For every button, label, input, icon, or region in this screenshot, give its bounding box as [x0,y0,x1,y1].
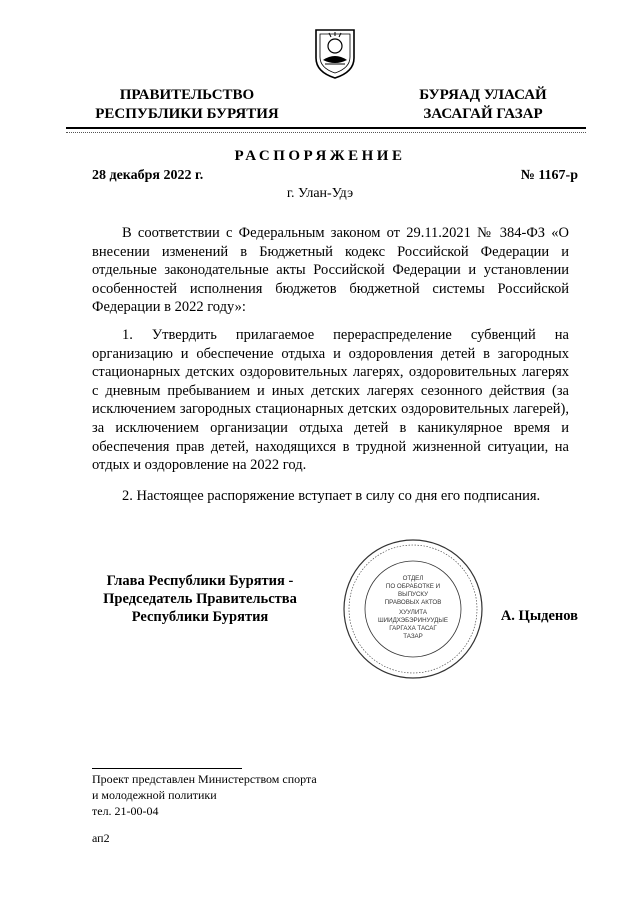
header-dotted-divider [66,132,586,133]
document-number: № 1167-р [520,168,578,183]
intro-paragraph: В соответствии с Федеральным законом от 29.11.2021 № 384-ФЗ «О внесении изменений в Бюджетный кодекс Российской Федерации и отдельные законодательные акты Российской Федерации и установлении особенностей исполнения бюджетов бюджетной системы Российской Федерации в 2022 году»: [92,225,569,316]
coat-of-arms-emblem [312,24,358,80]
svg-text:ШИИДХЭБЭРИНУУДЫЕ: ШИИДХЭБЭРИНУУДЫЕ [378,617,448,624]
document-date: 28 декабря 2022 г. [92,168,204,183]
footer-phone: тел. 21-00-04 [92,804,159,818]
signatory-title [94,572,306,626]
signatory-name: А. Цыденов [500,608,578,624]
svg-text:ВЫПУСКУ: ВЫПУСКУ [397,591,429,598]
footer-line1: Проект представлен Министерством спорта [92,772,317,786]
government-name-bua-line2: ЗАСАГАЙ ГАЗАР [423,106,543,122]
government-name-bua [408,86,558,124]
official-stamp [342,538,484,680]
document-code: ап2 [92,831,110,845]
government-name-ru-line1: ПРАВИТЕЛЬСТВО [119,87,255,103]
footer-line2: и молодежной политики [92,788,217,802]
header-divider [66,127,586,129]
svg-text:ТАЗАР: ТАЗАР [403,633,423,640]
svg-text:ХУУЛИТА: ХУУЛИТА [399,609,427,616]
svg-text:ПО ОБРАБОТКЕ И: ПО ОБРАБОТКЕ И [385,583,441,590]
signatory-title-line2: Председатель Правительства [103,591,297,607]
signatory-title-line1: Глава Республики Бурятия - [106,573,294,589]
signatory-title-line3: Республики Бурятия [131,609,269,625]
document-title: РАСПОРЯЖЕНИЕ [234,148,406,164]
document-city: г. Улан-Удэ [286,186,354,201]
government-name-bua-line1: БУРЯАД УЛАСАЙ [419,87,547,103]
svg-text:ОТДЕЛ: ОТДЕЛ [402,575,424,582]
government-name-ru-line2: РЕСПУБЛИКИ БУРЯТИЯ [95,106,279,122]
svg-text:ГАРГАХА ТАСАГ: ГАРГАХА ТАСАГ [389,625,437,632]
item-1-paragraph: 1. Утвердить прилагаемое перераспределение субвенций на организацию и обеспечение отдыха и оздоровления детей в загородных стационарных детских оздоровительных лагерях, оздоровительных лагерях с дневным пребыванием и иных детских лагерях сезонного действия (за исключением загородных стационарных детских оздоровительных лагерей), за исключением организации отдыха детей в каникулярное время и обеспечения прав детей, находящихся в трудной жизненной ситуации, на отдых и оздоровление на 2022 год. [92,327,569,474]
item-2-paragraph: 2. Настоящее распоряжение вступает в силу со дня его подписания. [122,488,541,504]
footer-note [92,771,317,819]
government-name-ru [92,86,282,124]
footer-divider [92,768,242,769]
svg-text:ПРАВОВЫХ АКТОВ: ПРАВОВЫХ АКТОВ [384,599,442,606]
